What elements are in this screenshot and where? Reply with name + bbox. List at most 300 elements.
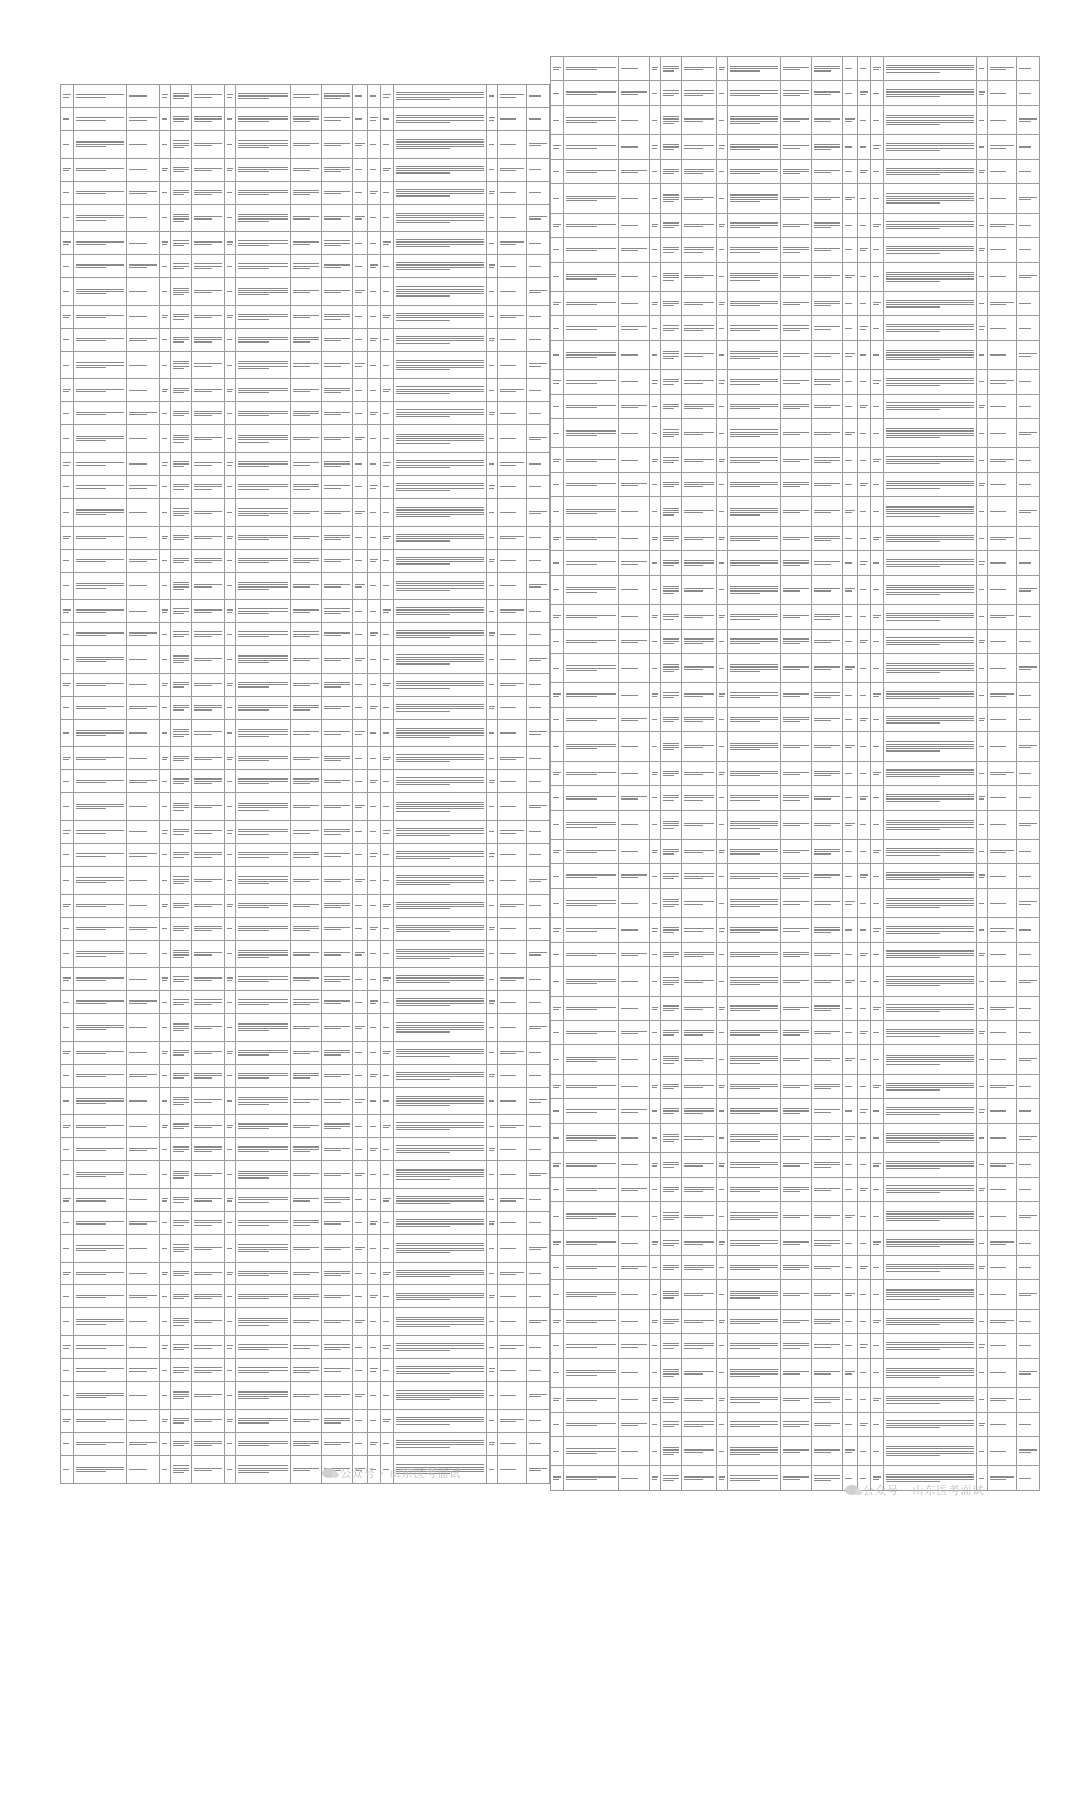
- table-cell: [858, 810, 871, 839]
- table-cell: [381, 991, 394, 1014]
- table-cell: [291, 452, 322, 475]
- table-cell: [717, 1309, 728, 1333]
- table-cell: [650, 238, 661, 262]
- table-cell: [1017, 1388, 1040, 1412]
- table-cell: [61, 940, 74, 968]
- table-cell: [781, 105, 812, 134]
- table-cell: [977, 1123, 988, 1152]
- table-cell: [728, 1309, 781, 1333]
- table-cell: [74, 475, 127, 498]
- table-cell: [988, 888, 1017, 917]
- table-cell: [160, 673, 171, 696]
- table-cell: [717, 996, 728, 1020]
- table-cell: [728, 370, 781, 394]
- table-cell: [322, 232, 353, 255]
- table-cell: [843, 1045, 858, 1074]
- table-cell: [977, 1099, 988, 1123]
- table-cell: [661, 1412, 682, 1436]
- table-cell: [977, 839, 988, 863]
- table-cell: [192, 866, 225, 894]
- table-cell: [527, 1041, 550, 1064]
- table-cell: [225, 1161, 236, 1189]
- table-cell: [381, 940, 394, 968]
- table-cell: [381, 696, 394, 719]
- table-cell: [564, 1388, 619, 1412]
- table-cell: [61, 526, 74, 549]
- table-cell: [353, 278, 368, 306]
- table-cell: [353, 181, 368, 204]
- table-cell: [394, 425, 487, 453]
- table-cell: [291, 549, 322, 572]
- table-cell: [487, 379, 498, 402]
- table-cell: [527, 1285, 550, 1308]
- table-cell: [322, 894, 353, 917]
- table-cell: [61, 1336, 74, 1359]
- table-cell: [977, 1202, 988, 1231]
- table-cell: [682, 1231, 717, 1255]
- table-cell: [498, 673, 527, 696]
- table-cell: [394, 1087, 487, 1115]
- table-cell: [884, 1334, 977, 1358]
- table-row: [61, 968, 550, 991]
- table-cell: [236, 1188, 291, 1211]
- table-cell: [551, 1280, 564, 1309]
- table-cell: [368, 402, 381, 425]
- table-cell: [74, 1308, 127, 1336]
- table-cell: [127, 917, 160, 940]
- table-cell: [322, 1336, 353, 1359]
- table-cell: [564, 472, 619, 496]
- table-cell: [381, 1382, 394, 1410]
- table-cell: [192, 1161, 225, 1189]
- table-cell: [781, 888, 812, 917]
- table-cell: [812, 370, 843, 394]
- table-cell: [498, 181, 527, 204]
- table-cell: [1017, 1466, 1040, 1491]
- table-cell: [661, 551, 682, 575]
- table-cell: [977, 1334, 988, 1358]
- table-cell: [551, 888, 564, 917]
- table-cell: [650, 1099, 661, 1123]
- table-cell: [564, 629, 619, 653]
- table-cell: [368, 1138, 381, 1161]
- table-cell: [858, 472, 871, 496]
- table-cell: [381, 1138, 394, 1161]
- table-cell: [368, 1285, 381, 1308]
- table-cell: [225, 1188, 236, 1211]
- table-cell: [225, 232, 236, 255]
- table-cell: [871, 888, 884, 917]
- table-cell: [781, 683, 812, 707]
- table-cell: [682, 419, 717, 448]
- table-cell: [394, 402, 487, 425]
- table-cell: [498, 866, 527, 894]
- table-cell: [353, 843, 368, 866]
- table-cell: [728, 732, 781, 761]
- table-cell: [291, 1138, 322, 1161]
- table-cell: [160, 1308, 171, 1336]
- table-cell: [858, 629, 871, 653]
- table-row: [551, 942, 1040, 966]
- table-cell: [394, 498, 487, 526]
- table-cell: [368, 646, 381, 674]
- table-cell: [812, 1334, 843, 1358]
- table-cell: [781, 340, 812, 369]
- table-row: [61, 572, 550, 600]
- table-row: [551, 1045, 1040, 1074]
- table-cell: [236, 572, 291, 600]
- table-cell: [871, 605, 884, 629]
- table-cell: [487, 1188, 498, 1211]
- table-cell: [650, 370, 661, 394]
- table-cell: [498, 1455, 527, 1483]
- table-cell: [236, 646, 291, 674]
- table-cell: [884, 1358, 977, 1387]
- table-cell: [353, 549, 368, 572]
- table-cell: [812, 1021, 843, 1045]
- table-cell: [74, 1211, 127, 1234]
- table-cell: [650, 1202, 661, 1231]
- table-cell: [127, 894, 160, 917]
- table-cell: [977, 761, 988, 785]
- table-cell: [192, 1234, 225, 1262]
- table-cell: [225, 1455, 236, 1483]
- table-cell: [225, 305, 236, 328]
- table-cell: [353, 425, 368, 453]
- table-cell: [527, 1234, 550, 1262]
- table-cell: [650, 291, 661, 315]
- table-cell: [977, 340, 988, 369]
- table-cell: [871, 810, 884, 839]
- table-cell: [661, 419, 682, 448]
- table-cell: [381, 255, 394, 278]
- table-cell: [171, 917, 192, 940]
- table-cell: [977, 888, 988, 917]
- table-cell: [564, 1123, 619, 1152]
- table-cell: [619, 1388, 650, 1412]
- table-cell: [394, 1234, 487, 1262]
- table-cell: [812, 1309, 843, 1333]
- table-cell: [322, 696, 353, 719]
- table-cell: [988, 683, 1017, 707]
- table-cell: [977, 497, 988, 526]
- table-cell: [682, 135, 717, 159]
- table-cell: [564, 864, 619, 888]
- table-cell: [812, 1074, 843, 1098]
- table-cell: [394, 747, 487, 770]
- table-cell: [368, 820, 381, 843]
- table-cell: [650, 1334, 661, 1358]
- table-cell: [498, 1014, 527, 1042]
- table-row: [61, 866, 550, 894]
- table-cell: [61, 623, 74, 646]
- table-cell: [160, 940, 171, 968]
- table-cell: [61, 1285, 74, 1308]
- table-cell: [781, 707, 812, 731]
- table-cell: [564, 1412, 619, 1436]
- table-cell: [381, 526, 394, 549]
- table-cell: [236, 1285, 291, 1308]
- table-cell: [127, 770, 160, 793]
- table-cell: [236, 1336, 291, 1359]
- table-cell: [61, 866, 74, 894]
- table-cell: [564, 683, 619, 707]
- table-cell: [527, 1161, 550, 1189]
- table-cell: [871, 497, 884, 526]
- table-cell: [884, 419, 977, 448]
- table-cell: [843, 448, 858, 472]
- table-cell: [498, 1064, 527, 1087]
- table-cell: [368, 255, 381, 278]
- table-cell: [225, 1409, 236, 1432]
- table-row: [61, 623, 550, 646]
- table-cell: [291, 1359, 322, 1382]
- table-row: [551, 1334, 1040, 1358]
- table-cell: [717, 1202, 728, 1231]
- table-cell: [812, 497, 843, 526]
- table-cell: [61, 820, 74, 843]
- table-cell: [368, 843, 381, 866]
- table-cell: [717, 653, 728, 682]
- table-cell: [368, 130, 381, 158]
- table-cell: [884, 942, 977, 966]
- table-cell: [487, 1234, 498, 1262]
- table-cell: [171, 1455, 192, 1483]
- table-cell: [977, 159, 988, 183]
- table-cell: [682, 1309, 717, 1333]
- table-cell: [368, 623, 381, 646]
- table-row: [61, 1308, 550, 1336]
- table-cell: [781, 1021, 812, 1045]
- table-cell: [74, 232, 127, 255]
- table-cell: [1017, 918, 1040, 942]
- table-cell: [682, 888, 717, 917]
- table-cell: [871, 1309, 884, 1333]
- table-cell: [74, 968, 127, 991]
- table-cell: [127, 425, 160, 453]
- table-cell: [394, 475, 487, 498]
- table-cell: [661, 394, 682, 418]
- watermark-left: [322, 1465, 462, 1481]
- table-cell: [682, 1021, 717, 1045]
- table-cell: [498, 1432, 527, 1455]
- table-cell: [661, 1153, 682, 1177]
- table-cell: [171, 1115, 192, 1138]
- table-cell: [225, 646, 236, 674]
- table-cell: [682, 57, 717, 81]
- table-row: [61, 1161, 550, 1189]
- table-cell: [160, 278, 171, 306]
- table-cell: [717, 238, 728, 262]
- table-cell: [487, 1262, 498, 1285]
- table-cell: [291, 747, 322, 770]
- table-cell: [225, 719, 236, 747]
- table-row: [61, 1285, 550, 1308]
- table-cell: [487, 278, 498, 306]
- table-cell: [551, 605, 564, 629]
- table-cell: [871, 135, 884, 159]
- table-cell: [682, 472, 717, 496]
- table-cell: [368, 1409, 381, 1432]
- table-cell: [127, 204, 160, 232]
- table-cell: [988, 1177, 1017, 1201]
- table-cell: [661, 1099, 682, 1123]
- table-cell: [551, 1309, 564, 1333]
- table-cell: [717, 1177, 728, 1201]
- table-row: [551, 605, 1040, 629]
- table-cell: [527, 968, 550, 991]
- table-cell: [225, 1115, 236, 1138]
- table-cell: [394, 549, 487, 572]
- table-cell: [74, 843, 127, 866]
- table-cell: [843, 1153, 858, 1177]
- table-cell: [661, 918, 682, 942]
- table-cell: [527, 549, 550, 572]
- table-cell: [487, 940, 498, 968]
- table-row: [551, 316, 1040, 340]
- table-cell: [127, 866, 160, 894]
- table-cell: [498, 204, 527, 232]
- table-cell: [160, 255, 171, 278]
- table-cell: [661, 238, 682, 262]
- table-cell: [781, 159, 812, 183]
- table-cell: [291, 181, 322, 204]
- table-cell: [564, 497, 619, 526]
- table-row: [61, 107, 550, 130]
- table-cell: [192, 107, 225, 130]
- table-cell: [728, 967, 781, 996]
- table-cell: [650, 1412, 661, 1436]
- table-cell: [717, 942, 728, 966]
- table-cell: [858, 1309, 871, 1333]
- table-cell: [781, 1334, 812, 1358]
- table-cell: [487, 204, 498, 232]
- table-cell: [322, 1285, 353, 1308]
- table-cell: [650, 996, 661, 1020]
- table-cell: [225, 425, 236, 453]
- wechat-icon: [845, 1485, 859, 1495]
- table-cell: [498, 917, 527, 940]
- table-cell: [127, 1188, 160, 1211]
- table-row: [61, 255, 550, 278]
- table-cell: [291, 1188, 322, 1211]
- table-cell: [977, 1309, 988, 1333]
- table-cell: [171, 1285, 192, 1308]
- table-cell: [322, 328, 353, 351]
- table-cell: [650, 942, 661, 966]
- table-cell: [682, 1466, 717, 1491]
- table-cell: [871, 81, 884, 105]
- table-cell: [353, 1041, 368, 1064]
- table-row: [551, 238, 1040, 262]
- right-table-page: [550, 56, 1014, 1491]
- table-cell: [843, 732, 858, 761]
- table-cell: [368, 1359, 381, 1382]
- table-row: [61, 696, 550, 719]
- table-cell: [717, 1412, 728, 1436]
- table-cell: [564, 394, 619, 418]
- table-cell: [353, 305, 368, 328]
- table-cell: [564, 135, 619, 159]
- table-cell: [61, 549, 74, 572]
- table-cell: [781, 605, 812, 629]
- table-cell: [1017, 213, 1040, 237]
- table-cell: [381, 673, 394, 696]
- table-cell: [781, 448, 812, 472]
- table-cell: [171, 328, 192, 351]
- table-cell: [871, 918, 884, 942]
- table-cell: [160, 1382, 171, 1410]
- table-cell: [728, 497, 781, 526]
- table-cell: [619, 1334, 650, 1358]
- table-cell: [858, 761, 871, 785]
- table-cell: [871, 551, 884, 575]
- table-cell: [322, 130, 353, 158]
- table-cell: [650, 262, 661, 291]
- table-cell: [394, 1041, 487, 1064]
- table-cell: [394, 1115, 487, 1138]
- table-cell: [884, 184, 977, 213]
- table-cell: [781, 1280, 812, 1309]
- table-cell: [858, 135, 871, 159]
- table-cell: [650, 888, 661, 917]
- table-cell: [1017, 1412, 1040, 1436]
- table-cell: [682, 918, 717, 942]
- table-cell: [171, 1409, 192, 1432]
- table-cell: [394, 600, 487, 623]
- table-cell: [192, 85, 225, 108]
- table-cell: [61, 1211, 74, 1234]
- table-cell: [564, 316, 619, 340]
- table-cell: [394, 719, 487, 747]
- table-cell: [812, 1412, 843, 1436]
- table-cell: [843, 918, 858, 942]
- table-cell: [498, 747, 527, 770]
- table-cell: [171, 866, 192, 894]
- table-cell: [61, 425, 74, 453]
- table-cell: [977, 1045, 988, 1074]
- table-cell: [858, 340, 871, 369]
- table-cell: [394, 232, 487, 255]
- table-cell: [192, 351, 225, 379]
- table-cell: [527, 328, 550, 351]
- table-cell: [1017, 551, 1040, 575]
- table-cell: [661, 57, 682, 81]
- table-cell: [61, 673, 74, 696]
- table-cell: [381, 107, 394, 130]
- table-row: [551, 1436, 1040, 1465]
- table-cell: [551, 810, 564, 839]
- table-cell: [619, 419, 650, 448]
- table-cell: [381, 623, 394, 646]
- table-row: [61, 719, 550, 747]
- table-cell: [843, 996, 858, 1020]
- table-cell: [551, 497, 564, 526]
- table-cell: [871, 629, 884, 653]
- table-cell: [1017, 81, 1040, 105]
- table-cell: [564, 262, 619, 291]
- table-cell: [812, 942, 843, 966]
- table-cell: [884, 497, 977, 526]
- table-cell: [353, 673, 368, 696]
- table-cell: [236, 696, 291, 719]
- table-cell: [988, 1334, 1017, 1358]
- table-cell: [381, 1087, 394, 1115]
- table-cell: [160, 1234, 171, 1262]
- table-row: [551, 1074, 1040, 1098]
- table-cell: [858, 57, 871, 81]
- table-cell: [236, 351, 291, 379]
